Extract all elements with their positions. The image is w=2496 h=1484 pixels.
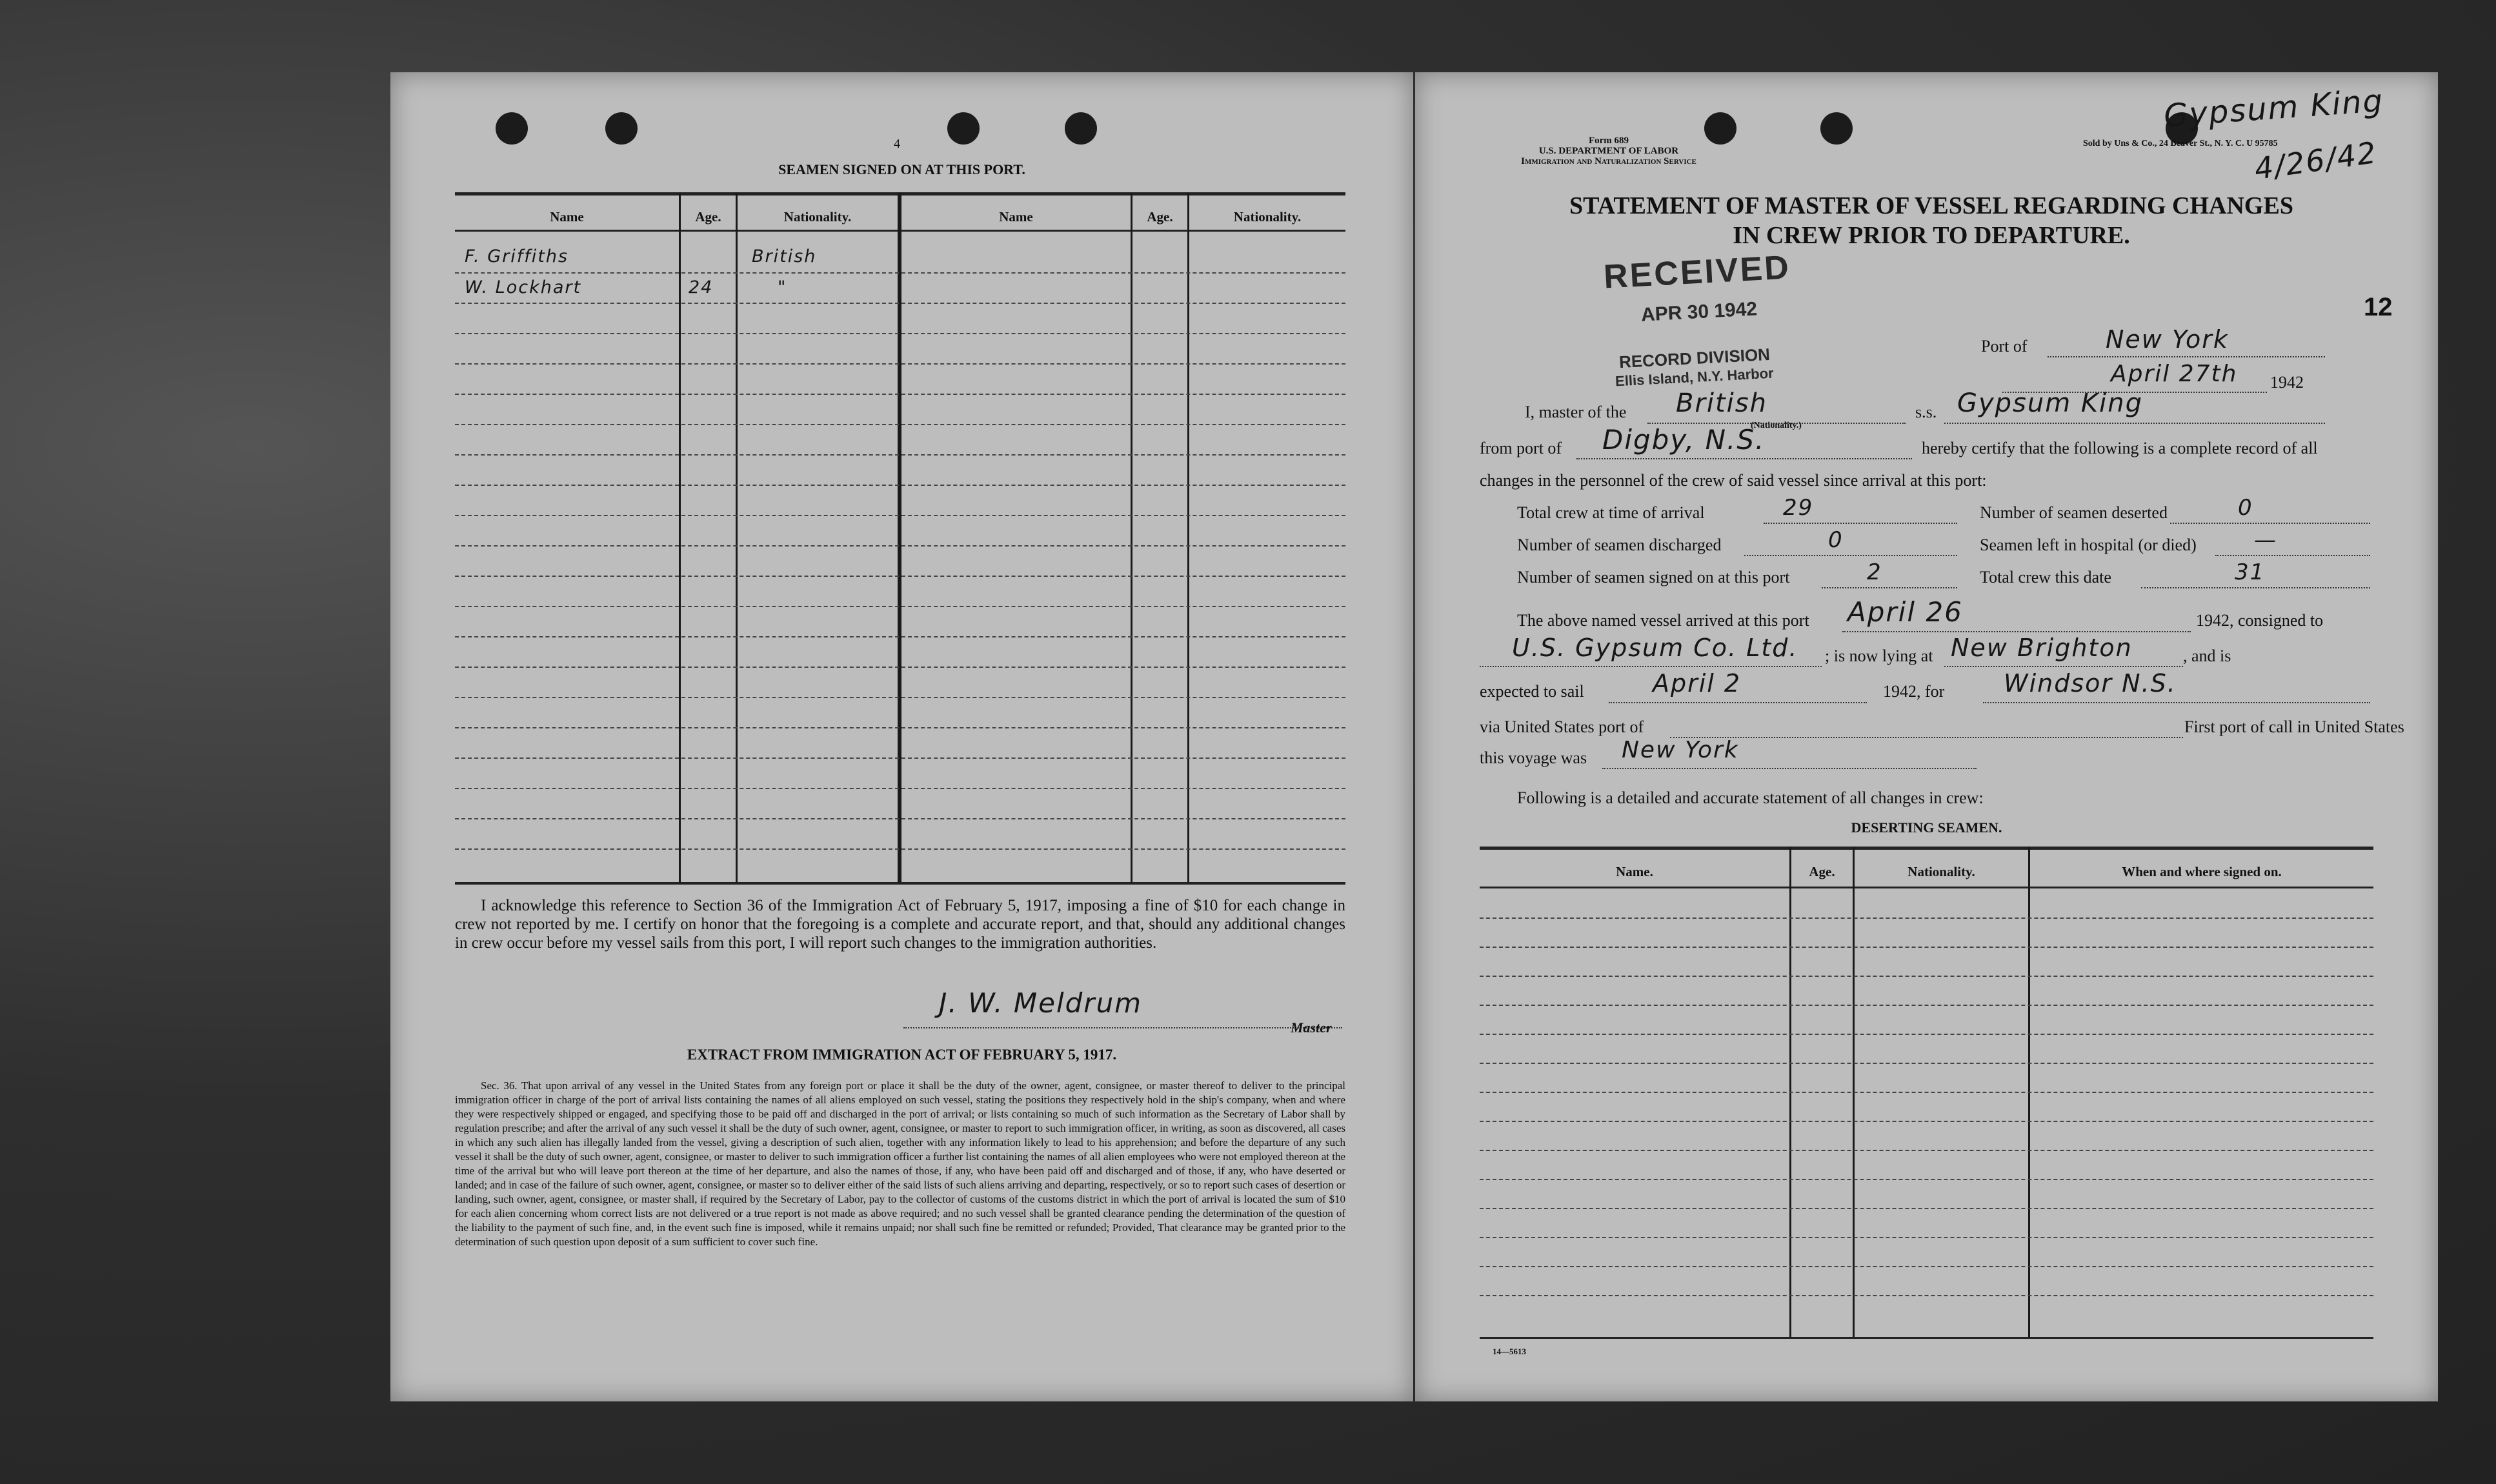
title-line-2: IN CREW PRIOR TO DEPARTURE. [1733,222,2130,249]
total-crew-value: 29 [1783,495,1814,521]
via-label: via United States port of [1480,717,1644,736]
signed-on-label: Number of seamen signed on at this port [1517,568,1790,587]
discharged-label: Number of seamen discharged [1517,536,1722,554]
destination-value: Windsor N.S. [2004,669,2177,697]
table-row-age: 24 [689,277,714,297]
page-number: 4 [894,137,900,151]
deserting-col-age: Age. [1809,864,1835,879]
form-title [1480,191,2383,250]
stamp-date: APR 30 1942 [1640,298,1758,326]
punch-hole [1820,112,1853,145]
footer-code: 14—5613 [1493,1347,1526,1356]
date-value: April 27th [2111,361,2238,387]
stamp-division: RECORD DIVISION [1618,344,1771,372]
total-crew-label: Total crew at time of arrival [1517,503,1705,522]
lying-label: ; is now lying at [1825,647,1933,665]
punch-hole [605,112,638,145]
consignee-value: U.S. Gypsum Co. Ltd. [1512,634,1798,662]
acknowledgement-text: I acknowledge this reference to Section 36 of the Immigration Act of February 5, 1917, imposing a fine of $10 for each change in crew not reported by me. I certify on honor that the foregoing is a complete and accurate report, and that, should any additional changes in crew occur before my vessel sails from this port, I will report such changes to the immigration authorities. [455,897,1345,952]
left-page [390,72,1413,1401]
table-row-nationality: British [752,246,817,266]
this-voyage-label: this voyage was [1480,748,1587,767]
handwritten-vessel-name: Gypsum King [2162,83,2385,134]
discharged-value: 0 [1828,527,1844,553]
extract-text: Sec. 36. That upon arrival of any vessel in the United States from any foreign port or place it shall be the duty of the owner, agent, consignee, or master thereof to deliver to the principal immigration officer in charge of the port of arrival lists containing the names of all aliens employed on such vessel, stating the positions they respectively hold in the ship's company, when and where they were respectively shipped or engaged, and specifying those to be paid off and discharged in the port of arrival; or lists containing so much of such information as the Secretary of Labor shall by regulation prescribe; and after the arrival of any such vessel it shall be the duty of such owner, agent, consignee, or master to report to such immigration officer, in writing, as soon as discovered, all cases in which any such alien has illegally landed from the vessel, giving a description of such alien, together with any information likely to lead to his apprehension; and before the departure of any such vessel it shall be the duty of such owner, agent, consignee, or master to deliver to such immigration officer a further list containing the names of all alien employees who were not employed thereon at the time of the arrival but who will leave port thereon at the time of her departure, and also the names of those, if any, who have been paid off and discharged and of those, if any, who have deserted or landed; and in case of the failure of such owner, agent, consignee, or master so to deliver either of the said lists of such aliens arriving and departing, respectively, or so to report such cases of desertion or landing, such owner, agent, consignee, or master shall, if required by the Secretary of Labor, pay to the collector of customs of the customs district in which the port of arrival is located the sum of $10 for each alien concerning whom correct lists are not delivered or a true report is not made as above required; and no such vessel shall be granted clearance pending the determination of the question of the liability to the payment of such fine, and, in the event such fine is imposed, while it remains unpaid; nor shall such fine be remitted or refunded; Provided, That clearance may be granted prior to the determination of such question upon deposit of a sum sufficient to cover such fine. [455,1079,1345,1248]
hospital-label: Seamen left in hospital (or died) [1980,536,2197,554]
master-label: Master [1291,1019,1332,1036]
table-row-nationality: " [778,277,787,297]
form-number: Form 689 [1588,135,1629,146]
nationality-value: British [1676,388,1767,418]
port-label: Port of [1981,337,2028,356]
master-signature: J. W. Meldrum [939,987,1143,1019]
deserting-col-name: Name. [1616,864,1653,879]
sail-value: April 2 [1653,669,1742,697]
total-date-label: Total crew this date [1980,568,2111,587]
deserting-title: DESERTING SEAMEN. [1851,819,2002,836]
for-label: 1942, for [1883,682,1945,701]
signed-on-title: SEAMEN SIGNED ON AT THIS PORT. [778,161,1025,177]
punch-hole [496,112,528,145]
hospital-value: — [2254,527,2277,553]
service: Immigration and Naturalization Service [1521,156,1696,166]
year: 1942 [2270,373,2304,392]
deserting-col-signed-on: When and where signed on. [2122,864,2282,879]
lying-value: New Brighton [1951,634,2133,662]
form-header [1480,135,1738,166]
from-port-label: from port of [1480,439,1562,457]
right-page [1415,72,2438,1401]
deserting-col-nationality: Nationality. [1907,864,1975,879]
total-date-value: 31 [2235,559,2266,585]
col-header-name: Name [550,209,584,225]
first-port-label: First port of call in United States [2184,717,2404,736]
first-port-value: New York [1622,737,1739,763]
certify-text-2: changes in the personnel of the crew of said vessel since arrival at this port: [1480,471,1987,490]
nationality-caption: (Nationality.) [1751,421,1802,430]
col-header-age: Age. [695,209,721,225]
col-header-nationality-2: Nationality. [1233,209,1302,225]
extract-title: EXTRACT FROM IMMIGRATION ACT OF FEBRUARY 5, 1917. [687,1047,1117,1063]
arrived-label: The above named vessel arrived at this port [1517,611,1809,630]
deserted-label: Number of seamen deserted [1980,503,2168,522]
table-row-name: W. Lockhart [465,277,582,297]
col-header-nationality: Nationality. [783,209,852,225]
expected-label: expected to sail [1480,682,1584,701]
department: U.S. DEPARTMENT OF LABOR [1538,146,1679,156]
punch-hole [947,112,980,145]
and-is: , and is [2183,647,2231,665]
ss-label: s.s. [1915,403,1937,421]
page-number: 12 [2364,293,2393,321]
title-line-1: STATEMENT OF MASTER OF VESSEL REGARDING CHANGES [1569,192,2293,219]
arrived-value: April 26 [1847,596,1963,628]
col-header-name-2: Name [999,209,1033,225]
from-port-value: Digby, N.S. [1602,424,1766,456]
consigned-label: 1942, consigned to [2196,611,2324,630]
handwritten-date: 4/26/42 [2252,134,2380,187]
vessel-name: Gypsum King [1957,388,2144,418]
master-of-label: I, master of the [1525,403,1627,421]
punch-hole [1065,112,1097,145]
col-header-age-2: Age. [1147,209,1173,225]
deserted-value: 0 [2238,495,2253,521]
port-value: New York [2106,325,2229,354]
received-stamp: RECEIVED [1602,248,1792,296]
stamp-location: Ellis Island, N.Y. Harbor [1615,365,1775,390]
sold-by: Sold by Uns & Co., 24 Beaver St., N. Y. C. U 95785 [2083,139,2278,148]
table-row-name: F. Griffiths [465,246,569,266]
signed-on-value: 2 [1867,559,1882,585]
certify-text: hereby certify that the following is a complete record of all [1922,439,2318,457]
following-label: Following is a detailed and accurate statement of all changes in crew: [1517,788,1984,807]
